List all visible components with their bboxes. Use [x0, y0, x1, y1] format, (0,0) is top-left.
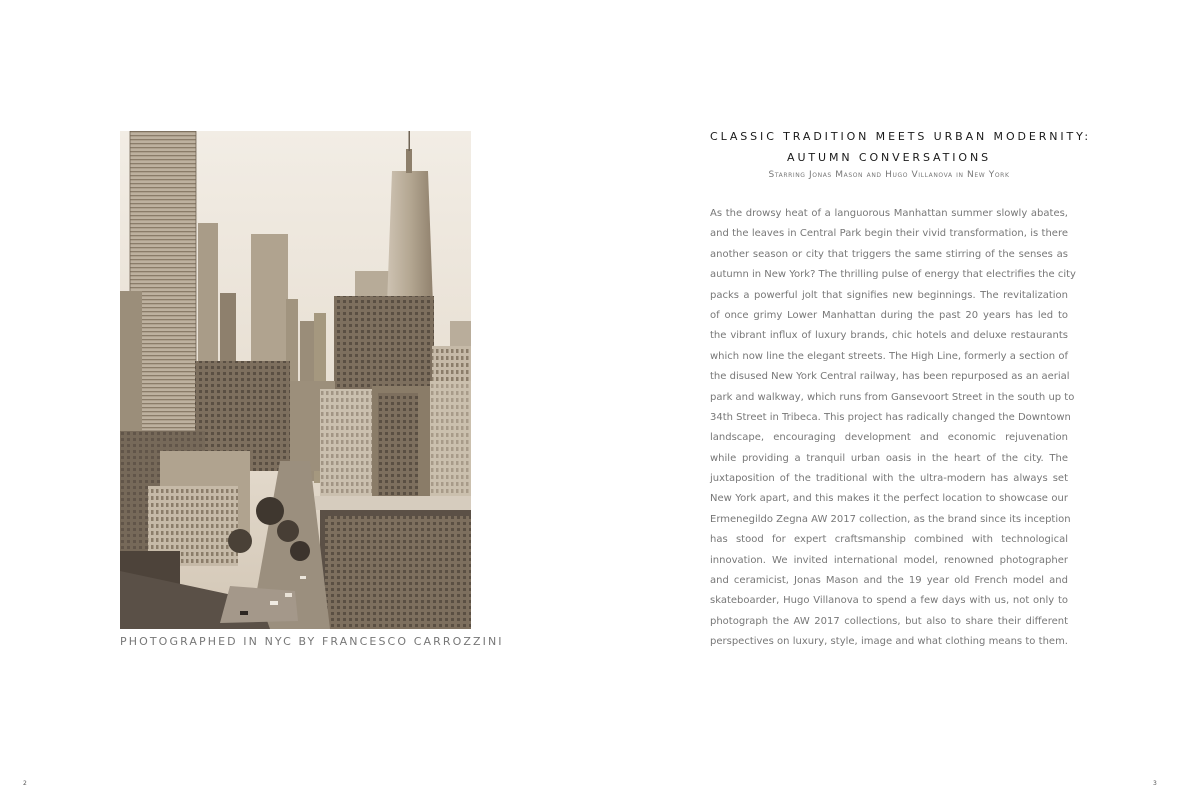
body-line: Ermenegildo Zegna AW 2017 collection, as the brand since its inception — [710, 513, 1071, 525]
body-line: perspectives on luxury, style, image and what clothing means to them. — [710, 636, 1068, 648]
article-body — [710, 204, 1076, 653]
body-line: juxtaposition of the traditional with the ultra-modern has always set — [710, 473, 1068, 485]
skyline-illustration — [120, 131, 471, 629]
body-line: and the leaves in Central Park begin their vivid transformation, is there — [710, 228, 1068, 240]
body-line: of once grimy Lower Manhattan during the past 20 years has led to — [710, 309, 1068, 321]
body-line: packs a powerful jolt that signifies new beginnings. The revitalization — [710, 289, 1068, 301]
body-line: which now line the elegant streets. The High Line, formerly a section of — [710, 350, 1068, 362]
body-line: landscape, encouraging development and economic rejuvenation — [710, 432, 1068, 444]
body-line: As the drowsy heat of a languorous Manhattan summer slowly abates, — [710, 208, 1068, 219]
photo-caption: PHOTOGRAPHED IN NYC BY FRANCESCO CARROZZINI — [120, 635, 504, 648]
article-title-line-1: CLASSIC TRADITION MEETS URBAN MODERNITY: — [710, 130, 1091, 143]
body-line: the disused New York Central railway, has been repurposed as an aerial — [710, 371, 1070, 383]
body-line: while providing a tranquil urban oasis in the heart of the city. The — [710, 452, 1068, 464]
body-line: innovation. We invited international model, renowned photographer — [710, 554, 1068, 566]
body-line: photograph the AW 2017 collections, but also to share their different — [710, 615, 1068, 627]
tree — [256, 497, 284, 525]
body-line: another season or city that triggers the same stirring of the senses as — [710, 248, 1068, 260]
article-subtitle: Starring Jonas Mason and Hugo Villanova in New York — [768, 170, 1010, 180]
body-line: park and walkway, which runs from Gansevoort Street in the south up to — [710, 391, 1075, 403]
body-line: and ceramicist, Jonas Mason and the 19 year old French model and — [710, 575, 1068, 587]
body-line: the vibrant influx of luxury brands, chic hotels and deluxe restaurants — [710, 330, 1068, 342]
article-title-line-2: AUTUMN CONVERSATIONS — [787, 151, 991, 164]
body-line: skateboarder, Hugo Villanova to spend a few days with us, not only to — [710, 595, 1068, 607]
body-line: autumn in New York? The thrilling pulse of energy that electrifies the city — [710, 269, 1076, 281]
body-line: New York apart, and this makes it the perfect location to showcase our — [710, 493, 1068, 505]
article-title — [710, 126, 1091, 168]
city-skyline-photo — [120, 131, 471, 629]
page-number-right: 3 — [1153, 780, 1157, 787]
page-number-left: 2 — [23, 780, 27, 787]
body-line: has stood for expert craftsmanship combined with technological — [710, 534, 1068, 546]
body-line: 34th Street in Tribeca. This project has radically changed the Downtown — [710, 411, 1071, 423]
